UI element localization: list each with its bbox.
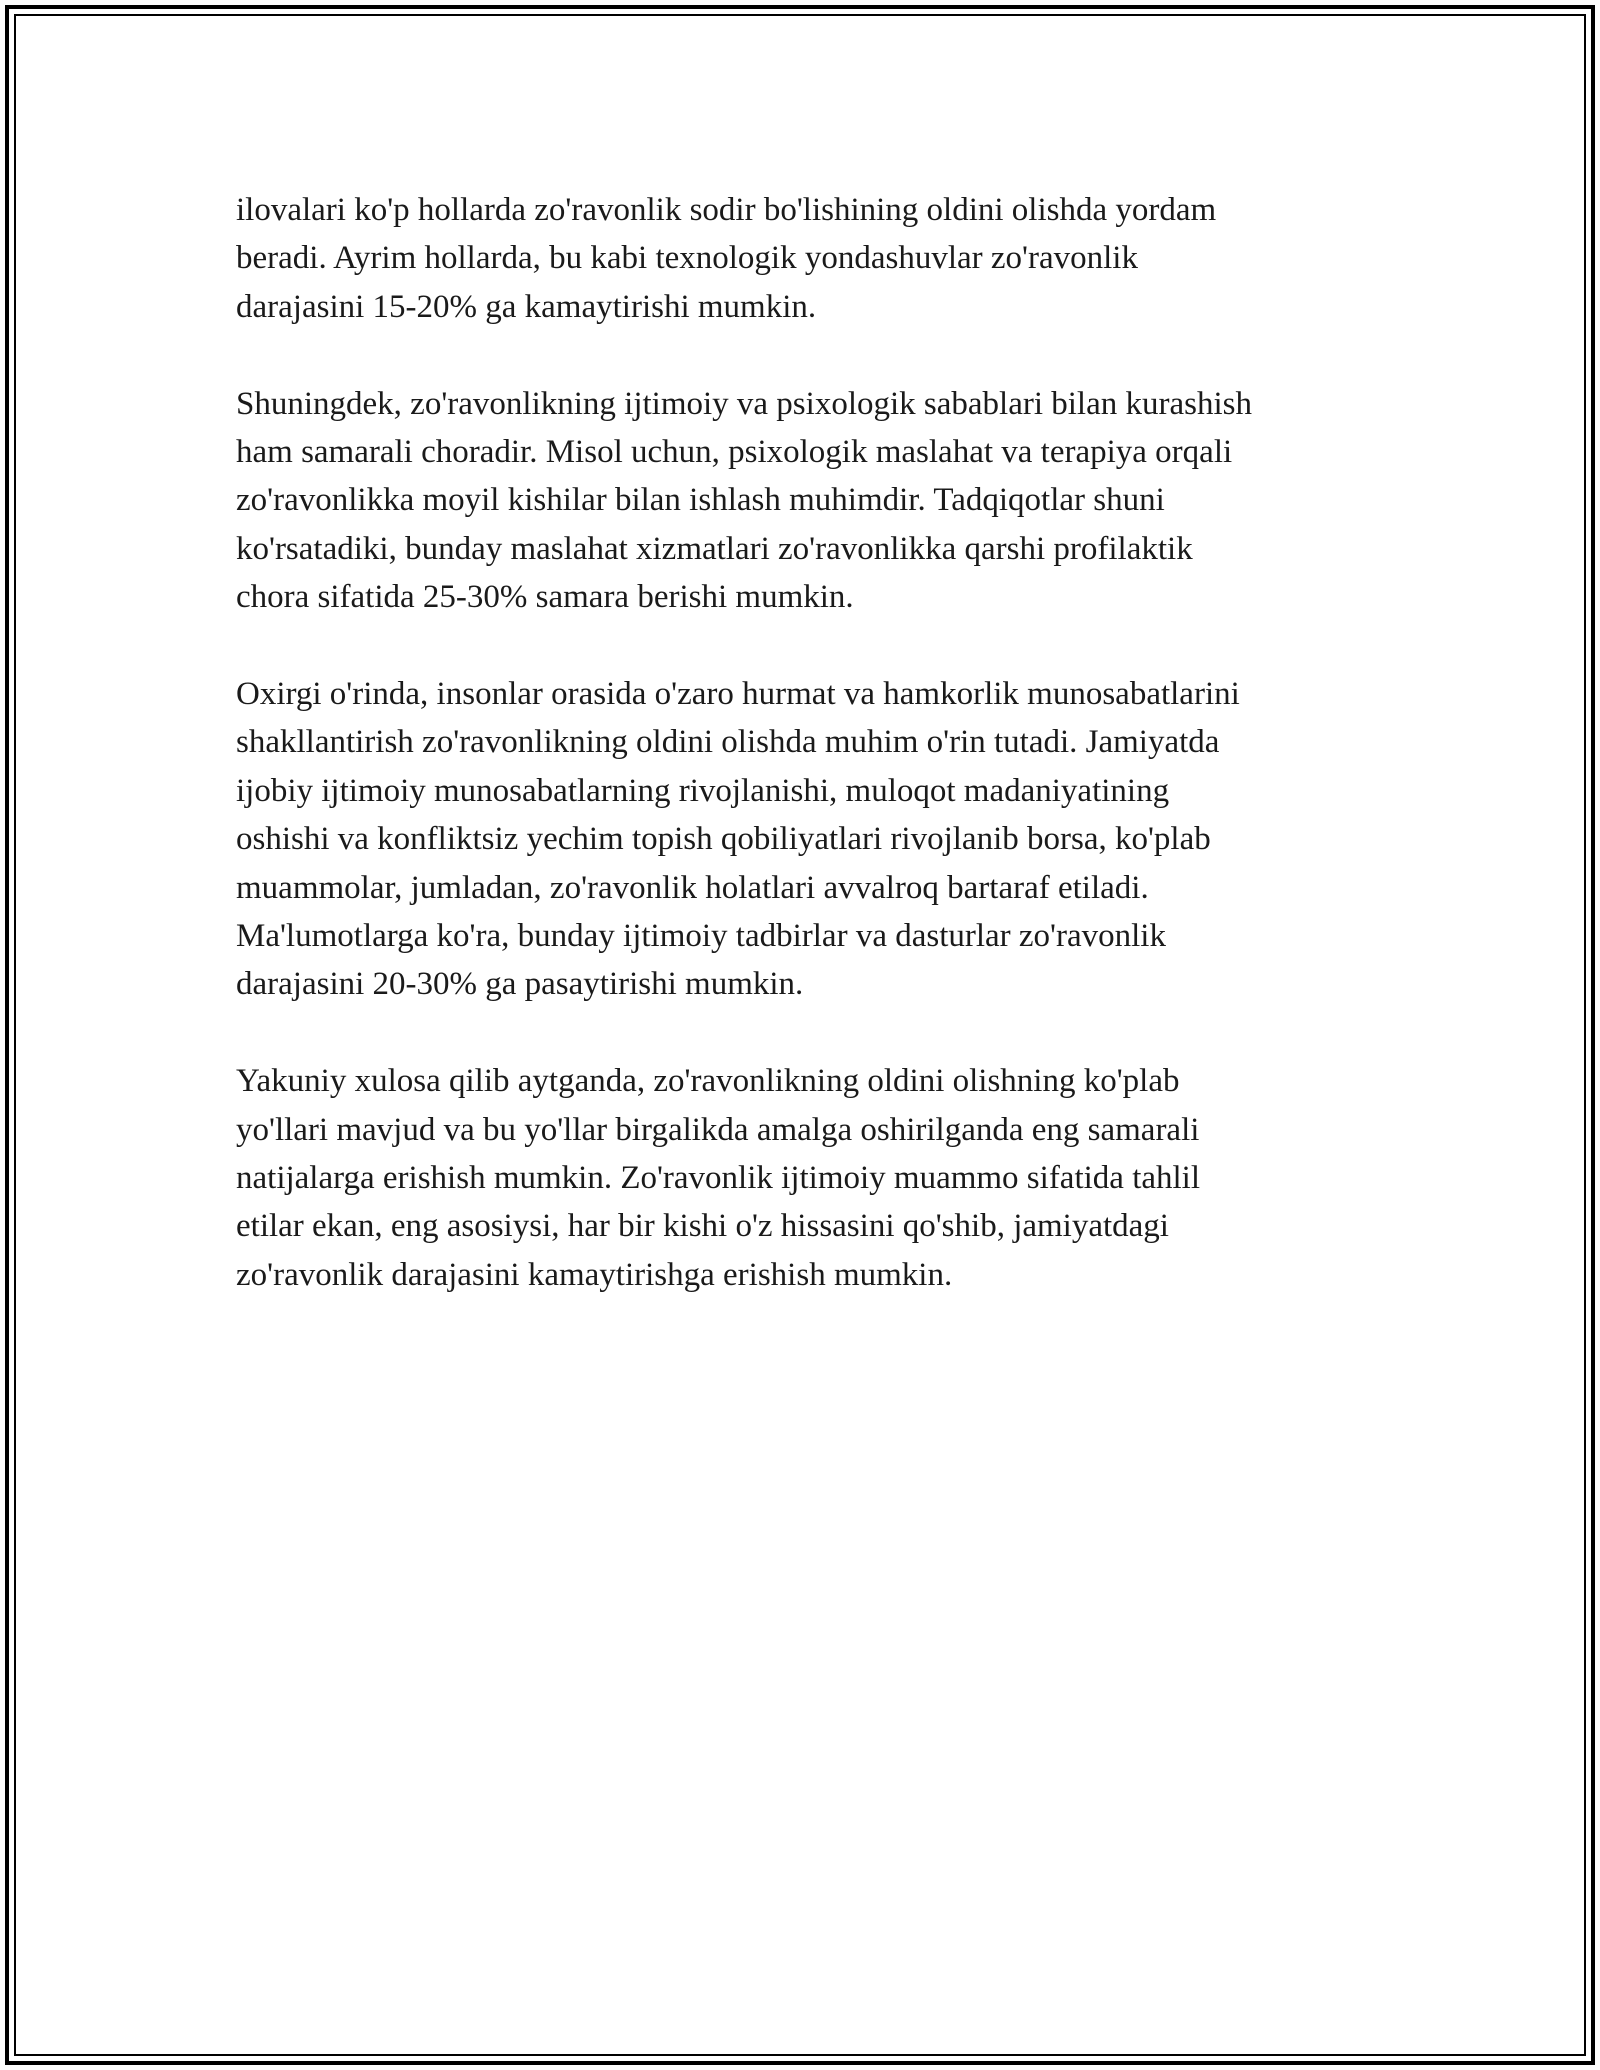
document-body xyxy=(236,186,1376,1348)
text-line: muammolar, jumladan, zo'ravonlik holatlari avvalroq bartaraf etiladi. xyxy=(236,869,1149,906)
text-line: Ma'lumotlarga ko'ra, bunday ijtimoiy tadbirlar va dasturlar zo'ravonlik xyxy=(236,918,1166,955)
text-line: ham samarali choradir. Misol uchun, psixologik maslahat va terapiya orqali xyxy=(236,434,1233,471)
text-line: ko'rsatadiki, bunday maslahat xizmatlari zo'ravonlikka qarshi profilaktik xyxy=(236,530,1193,567)
paragraph xyxy=(236,1057,1376,1299)
text-line: yo'llari mavjud va bu yo'llar birgalikda amalga oshirilganda eng samarali xyxy=(236,1111,1200,1148)
text-line: etilar ekan, eng asosiysi, har bir kishi o'z hissasini qo'shib, jamiyatdagi xyxy=(236,1208,1169,1245)
text-line: zo'ravonlikka moyil kishilar bilan ishlash muhimdir. Tadqiqotlar shuni xyxy=(236,482,1165,519)
paragraph xyxy=(236,380,1376,622)
paragraph xyxy=(236,670,1376,1009)
text-line: ilovalari ko'p hollarda zo'ravonlik sodir bo'lishining oldini olishda yordam xyxy=(236,192,1217,228)
text-line: oshishi va konfliktsiz yechim topish qobiliyatlari rivojlanib borsa, ko'plab xyxy=(236,821,1211,858)
paragraph xyxy=(236,186,1376,331)
text-line: natijalarga erishish mumkin. Zo'ravonlik ijtimoiy muammo sifatida tahlil xyxy=(236,1160,1201,1197)
text-line: beradi. Ayrim hollarda, bu kabi texnologik yondashuvlar zo'ravonlik xyxy=(236,240,1138,277)
text-line: chora sifatida 25-30% samara berishi mumkin. xyxy=(236,579,854,616)
text-line: shakllantirish zo'ravonlikning oldini olishda muhim o'rin tutadi. Jamiyatda xyxy=(236,724,1220,761)
text-line: Oxirgi o'rinda, insonlar orasida o'zaro hurmat va hamkorlik munosabatlarini xyxy=(236,676,1240,713)
text-line: Shuningdek, zo'ravonlikning ijtimoiy va psixologik sabablari bilan kurashish xyxy=(236,385,1252,422)
text-line: darajasini 15-20% ga kamaytirishi mumkin. xyxy=(236,288,817,325)
text-line: darajasini 20-30% ga pasaytirishi mumkin. xyxy=(236,966,804,1003)
text-line: Yakuniy xulosa qilib aytganda, zo'ravonlikning oldini olishning ko'plab xyxy=(236,1063,1180,1100)
text-line: zo'ravonlik darajasini kamaytirishga erishish mumkin. xyxy=(236,1256,953,1293)
text-line: ijobiy ijtimoiy munosabatlarning rivojlanishi, muloqot madaniyatining xyxy=(236,772,1170,809)
